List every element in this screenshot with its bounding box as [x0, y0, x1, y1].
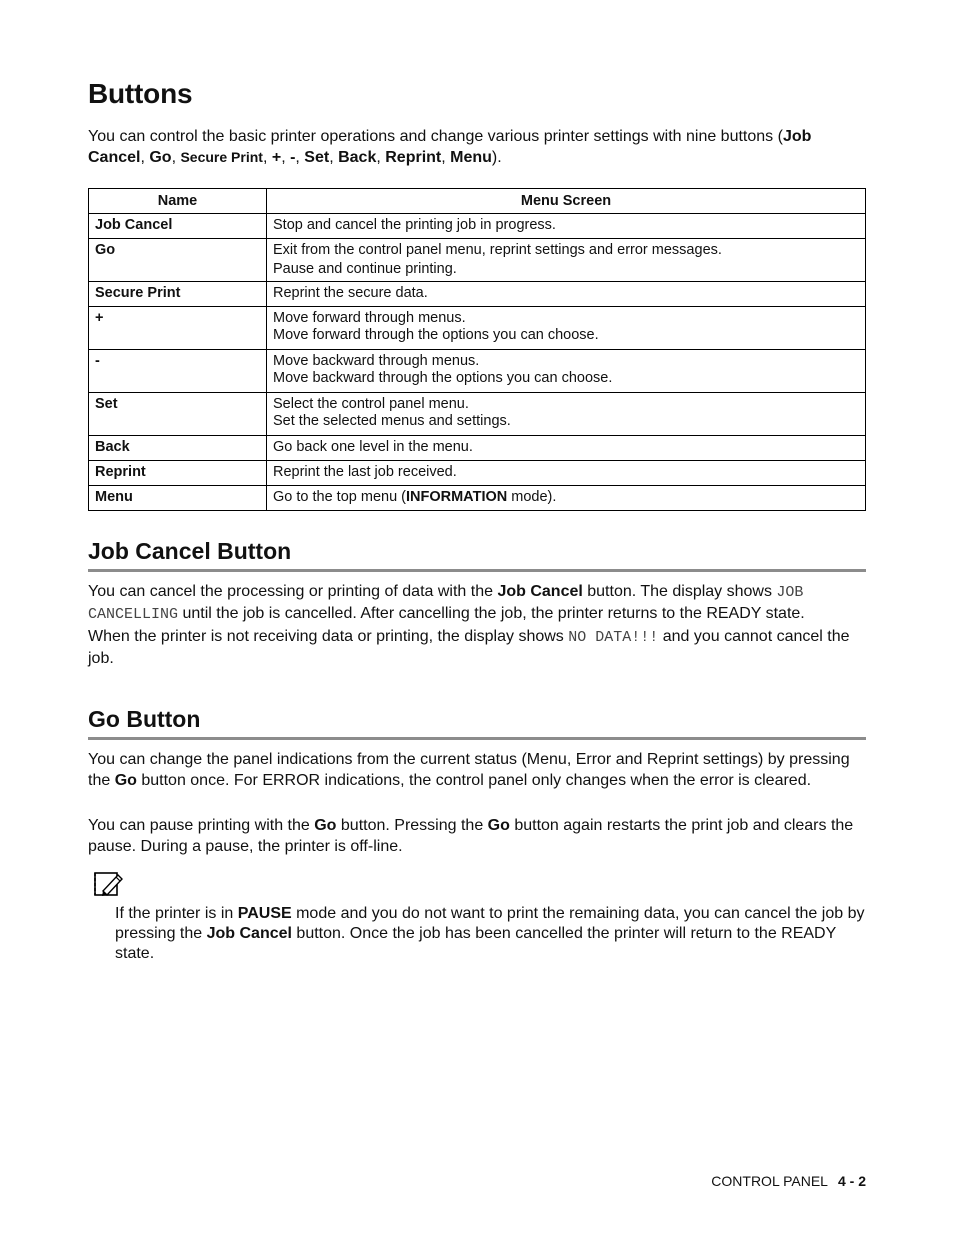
table-row [89, 350, 866, 393]
row-description: Exit from the control panel menu, reprint settings and error messages. Pause and continue printing. [267, 239, 866, 282]
table-row [89, 307, 866, 350]
row-name: - [89, 350, 267, 393]
column-header-name: Name [89, 189, 267, 214]
row-description: Move backward through menus. Move backward through the options you can choose. [267, 350, 866, 393]
table-header-row [89, 189, 866, 214]
section-divider [88, 737, 866, 740]
column-header-menu-screen: Menu Screen [267, 189, 866, 214]
intro-paragraph: You can control the basic printer operations and change various printer settings with nine buttons (Job Cancel, Go, Secure Print, +, -, Set, Back, Reprint, Menu). [88, 128, 812, 166]
job-cancel-paragraph-1: You can cancel the processing or printing of data with the Job Cancel button. The display shows JOB CANCELLING until the job is cancelled. After cancelling the job, the printer returns to the READY state. [88, 583, 805, 623]
page-footer [711, 1173, 866, 1189]
row-name: + [89, 307, 267, 350]
row-name: Go [89, 239, 267, 282]
row-description: Go back one level in the menu. [267, 436, 866, 461]
row-name: Reprint [89, 461, 267, 486]
table-row [89, 486, 866, 511]
footer-section: CONTROL PANEL [711, 1173, 828, 1189]
note-pencil-icon [92, 870, 124, 898]
section-heading-go: Go Button [88, 706, 201, 732]
note-text: If the printer is in PAUSE mode and you do not want to print the remaining data, you can cancel the job by pressing the Job Cancel button. Once the job has been cancelled the printer will return to the READY state. [115, 905, 865, 962]
row-name: Set [89, 393, 267, 436]
page-title: Buttons [88, 78, 193, 109]
row-description: Select the control panel menu. Set the selected menus and settings. [267, 393, 866, 436]
table-row [89, 239, 866, 282]
row-description: Go to the top menu (INFORMATION mode). [267, 486, 866, 511]
go-paragraph-1: You can change the panel indications from the current status (Menu, Error and Reprint settings) by pressing the Go button once. For ERROR indications, the control panel only changes when the error is cleared. [88, 751, 850, 789]
go-paragraph-2: You can pause printing with the Go button. Pressing the Go button again restarts the print job and clears the pause. During a pause, the printer is off-line. [88, 817, 854, 855]
row-name: Secure Print [89, 282, 267, 307]
display-message: NO DATA!!! [568, 629, 659, 646]
row-name: Back [89, 436, 267, 461]
buttons-table [88, 188, 866, 511]
page-number: 4 - 2 [837, 1173, 866, 1189]
row-description: Reprint the last job received. [267, 461, 866, 486]
section-heading-job-cancel: Job Cancel Button [88, 538, 292, 564]
table-row [89, 282, 866, 307]
row-name: Menu [89, 486, 267, 511]
table-row [89, 393, 866, 436]
row-description: Move forward through menus. Move forward through the options you can choose. [267, 307, 866, 350]
table-row [89, 214, 866, 239]
section-divider [88, 569, 866, 572]
display-message: JOB CANCELLING [88, 584, 804, 623]
job-cancel-paragraph-2: When the printer is not receiving data or printing, the display shows NO DATA!!! and you cannot cancel the job. [88, 628, 850, 667]
row-description: Stop and cancel the printing job in progress. [267, 214, 866, 239]
row-description: Reprint the secure data. [267, 282, 866, 307]
row-name: Job Cancel [89, 214, 267, 239]
table-row [89, 461, 866, 486]
table-row [89, 436, 866, 461]
